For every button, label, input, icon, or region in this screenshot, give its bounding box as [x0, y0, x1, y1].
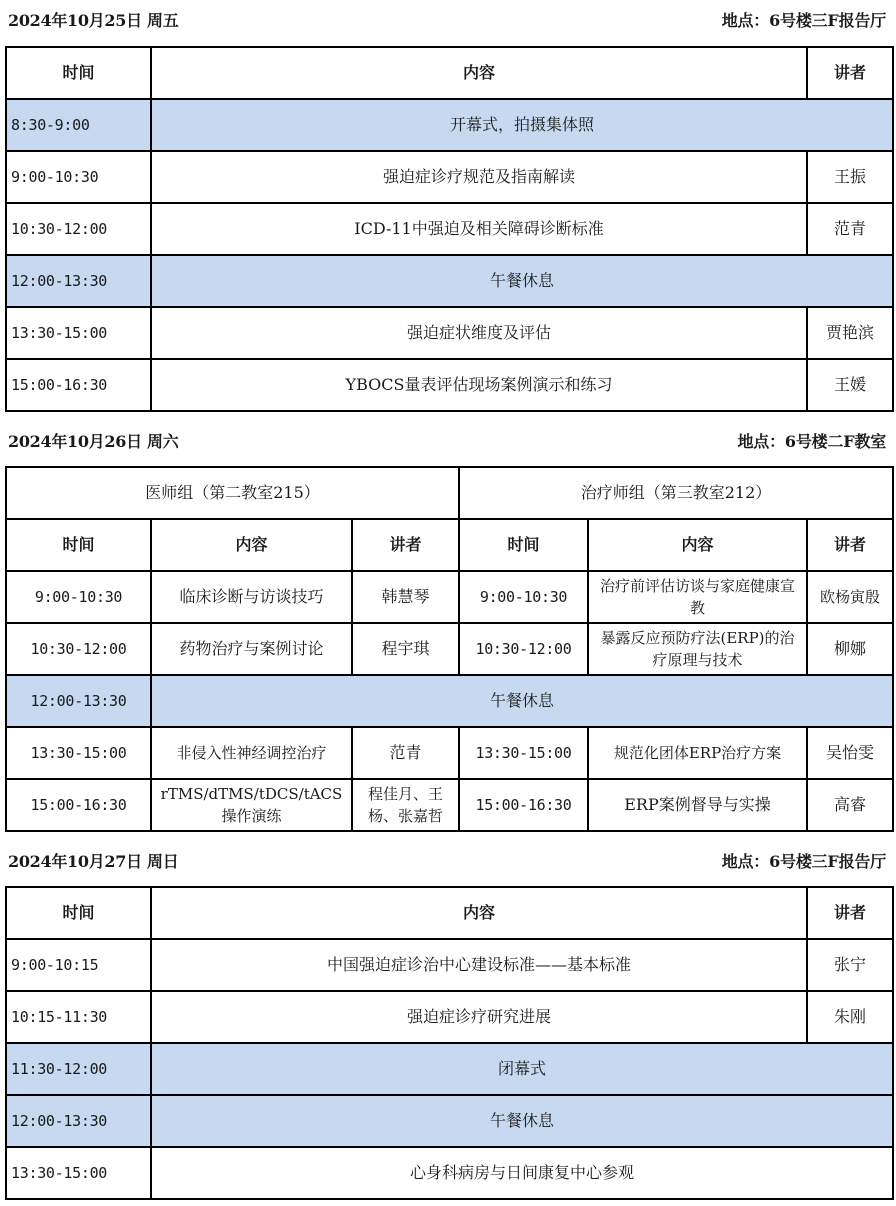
- row-time: 11:30-12:00: [6, 1043, 151, 1095]
- row-time: 12:00-13:30: [6, 1095, 151, 1147]
- table-row: [6, 203, 893, 255]
- header-speaker: 讲者: [807, 887, 893, 939]
- row-content: ICD-11中强迫及相关障碍诊断标准: [151, 203, 807, 255]
- row-time: 12:00-13:30: [6, 675, 151, 727]
- table-row: [6, 151, 893, 203]
- header-speaker: 讲者: [807, 47, 893, 99]
- row-time: 9:00-10:15: [6, 939, 151, 991]
- table-row-lunch: [6, 675, 893, 727]
- row-time: 8:30-9:00: [6, 99, 151, 151]
- row-speaker: 朱刚: [807, 991, 893, 1043]
- row-content: 药物治疗与案例讨论: [151, 623, 352, 675]
- group-therapists: 治疗师组（第三教室212）: [459, 467, 893, 519]
- day1-location: 地点：6号楼三F报告厅: [721, 10, 886, 30]
- row-time: 9:00-10:30: [459, 571, 588, 623]
- row-content: 规范化团体ERP治疗方案: [588, 727, 807, 779]
- row-content: 中国强迫症诊治中心建设标准——基本标准: [151, 939, 807, 991]
- table-header-row: [6, 47, 893, 99]
- row-time: 10:30-12:00: [6, 203, 151, 255]
- table-row: [6, 991, 893, 1043]
- group-header-row: [6, 467, 893, 519]
- row-speaker: 柳娜: [807, 623, 893, 675]
- row-content: 强迫症状维度及评估: [151, 307, 807, 359]
- row-content: 强迫症诊疗规范及指南解读: [151, 151, 807, 203]
- table-row: [6, 623, 893, 675]
- day1-table: [5, 46, 894, 412]
- table-header-row: [6, 887, 893, 939]
- header-speaker: 讲者: [807, 519, 893, 571]
- table-row-lunch: [6, 1095, 893, 1147]
- header-time: 时间: [6, 519, 151, 571]
- row-content: rTMS/dTMS/tDCS/tACS操作演练: [151, 779, 352, 831]
- row-time: 13:30-15:00: [459, 727, 588, 779]
- row-content: 临床诊断与访谈技巧: [151, 571, 352, 623]
- row-time: 13:30-15:00: [6, 1147, 151, 1199]
- day3-date: 2024年10月27日 周日: [8, 851, 179, 871]
- table-row-closing: [6, 1043, 893, 1095]
- header-content: 内容: [151, 519, 352, 571]
- day2-header: [8, 428, 886, 452]
- row-time: 13:30-15:00: [6, 307, 151, 359]
- row-content: 非侵入性神经调控治疗: [151, 727, 352, 779]
- row-time: 10:15-11:30: [6, 991, 151, 1043]
- day1-header: [8, 7, 886, 31]
- row-speaker: 贾艳滨: [807, 307, 893, 359]
- row-speaker: 张宁: [807, 939, 893, 991]
- row-speaker: 韩慧琴: [352, 571, 459, 623]
- row-time: 9:00-10:30: [6, 151, 151, 203]
- header-time: 时间: [459, 519, 588, 571]
- table-row: [6, 571, 893, 623]
- day3-table: [5, 886, 894, 1200]
- row-content: YBOCS量表评估现场案例演示和练习: [151, 359, 807, 411]
- row-content: 午餐休息: [151, 1095, 893, 1147]
- row-speaker: 范青: [352, 727, 459, 779]
- header-content: 内容: [151, 47, 807, 99]
- header-time: 时间: [6, 47, 151, 99]
- row-content: 午餐休息: [151, 675, 893, 727]
- row-speaker: 吴怡雯: [807, 727, 893, 779]
- row-time: 12:00-13:30: [6, 255, 151, 307]
- row-speaker: 王媛: [807, 359, 893, 411]
- day3-header: [8, 848, 886, 872]
- table-row-opening: [6, 99, 893, 151]
- row-speaker: 王振: [807, 151, 893, 203]
- table-row-visit: [6, 1147, 893, 1199]
- day1-date: 2024年10月25日 周五: [8, 10, 179, 30]
- row-time: 10:30-12:00: [6, 623, 151, 675]
- row-content: ERP案例督导与实操: [588, 779, 807, 831]
- row-speaker: 高睿: [807, 779, 893, 831]
- group-doctors: 医师组（第二教室215）: [6, 467, 459, 519]
- row-time: 10:30-12:00: [459, 623, 588, 675]
- row-time: 9:00-10:30: [6, 571, 151, 623]
- row-content: 心身科病房与日间康复中心参观: [151, 1147, 893, 1199]
- row-content: 暴露反应预防疗法(ERP)的治疗原理与技术: [588, 623, 807, 675]
- row-speaker: 范青: [807, 203, 893, 255]
- table-row-lunch: [6, 255, 893, 307]
- row-content: 治疗前评估访谈与家庭健康宣教: [588, 571, 807, 623]
- row-content: 午餐休息: [151, 255, 893, 307]
- row-content: 开幕式，拍摄集体照: [151, 99, 893, 151]
- header-speaker: 讲者: [352, 519, 459, 571]
- row-speaker: 程佳月、王杨、张嘉哲: [352, 779, 459, 831]
- table-header-row: [6, 519, 893, 571]
- table-row: [6, 939, 893, 991]
- day2-table: [5, 466, 894, 832]
- row-time: 15:00-16:30: [6, 359, 151, 411]
- row-time: 15:00-16:30: [459, 779, 588, 831]
- header-content: 内容: [588, 519, 807, 571]
- row-time: 13:30-15:00: [6, 727, 151, 779]
- row-time: 15:00-16:30: [6, 779, 151, 831]
- header-time: 时间: [6, 887, 151, 939]
- table-row: [6, 779, 893, 831]
- row-content: 闭幕式: [151, 1043, 893, 1095]
- day3-location: 地点：6号楼三F报告厅: [721, 851, 886, 871]
- day2-location: 地点：6号楼二F教室: [737, 431, 886, 451]
- row-speaker: 程宇琪: [352, 623, 459, 675]
- table-row: [6, 727, 893, 779]
- header-content: 内容: [151, 887, 807, 939]
- day2-date: 2024年10月26日 周六: [8, 431, 179, 451]
- row-speaker: 欧杨寅殷: [807, 571, 893, 623]
- table-row: [6, 307, 893, 359]
- row-content: 强迫症诊疗研究进展: [151, 991, 807, 1043]
- table-row: [6, 359, 893, 411]
